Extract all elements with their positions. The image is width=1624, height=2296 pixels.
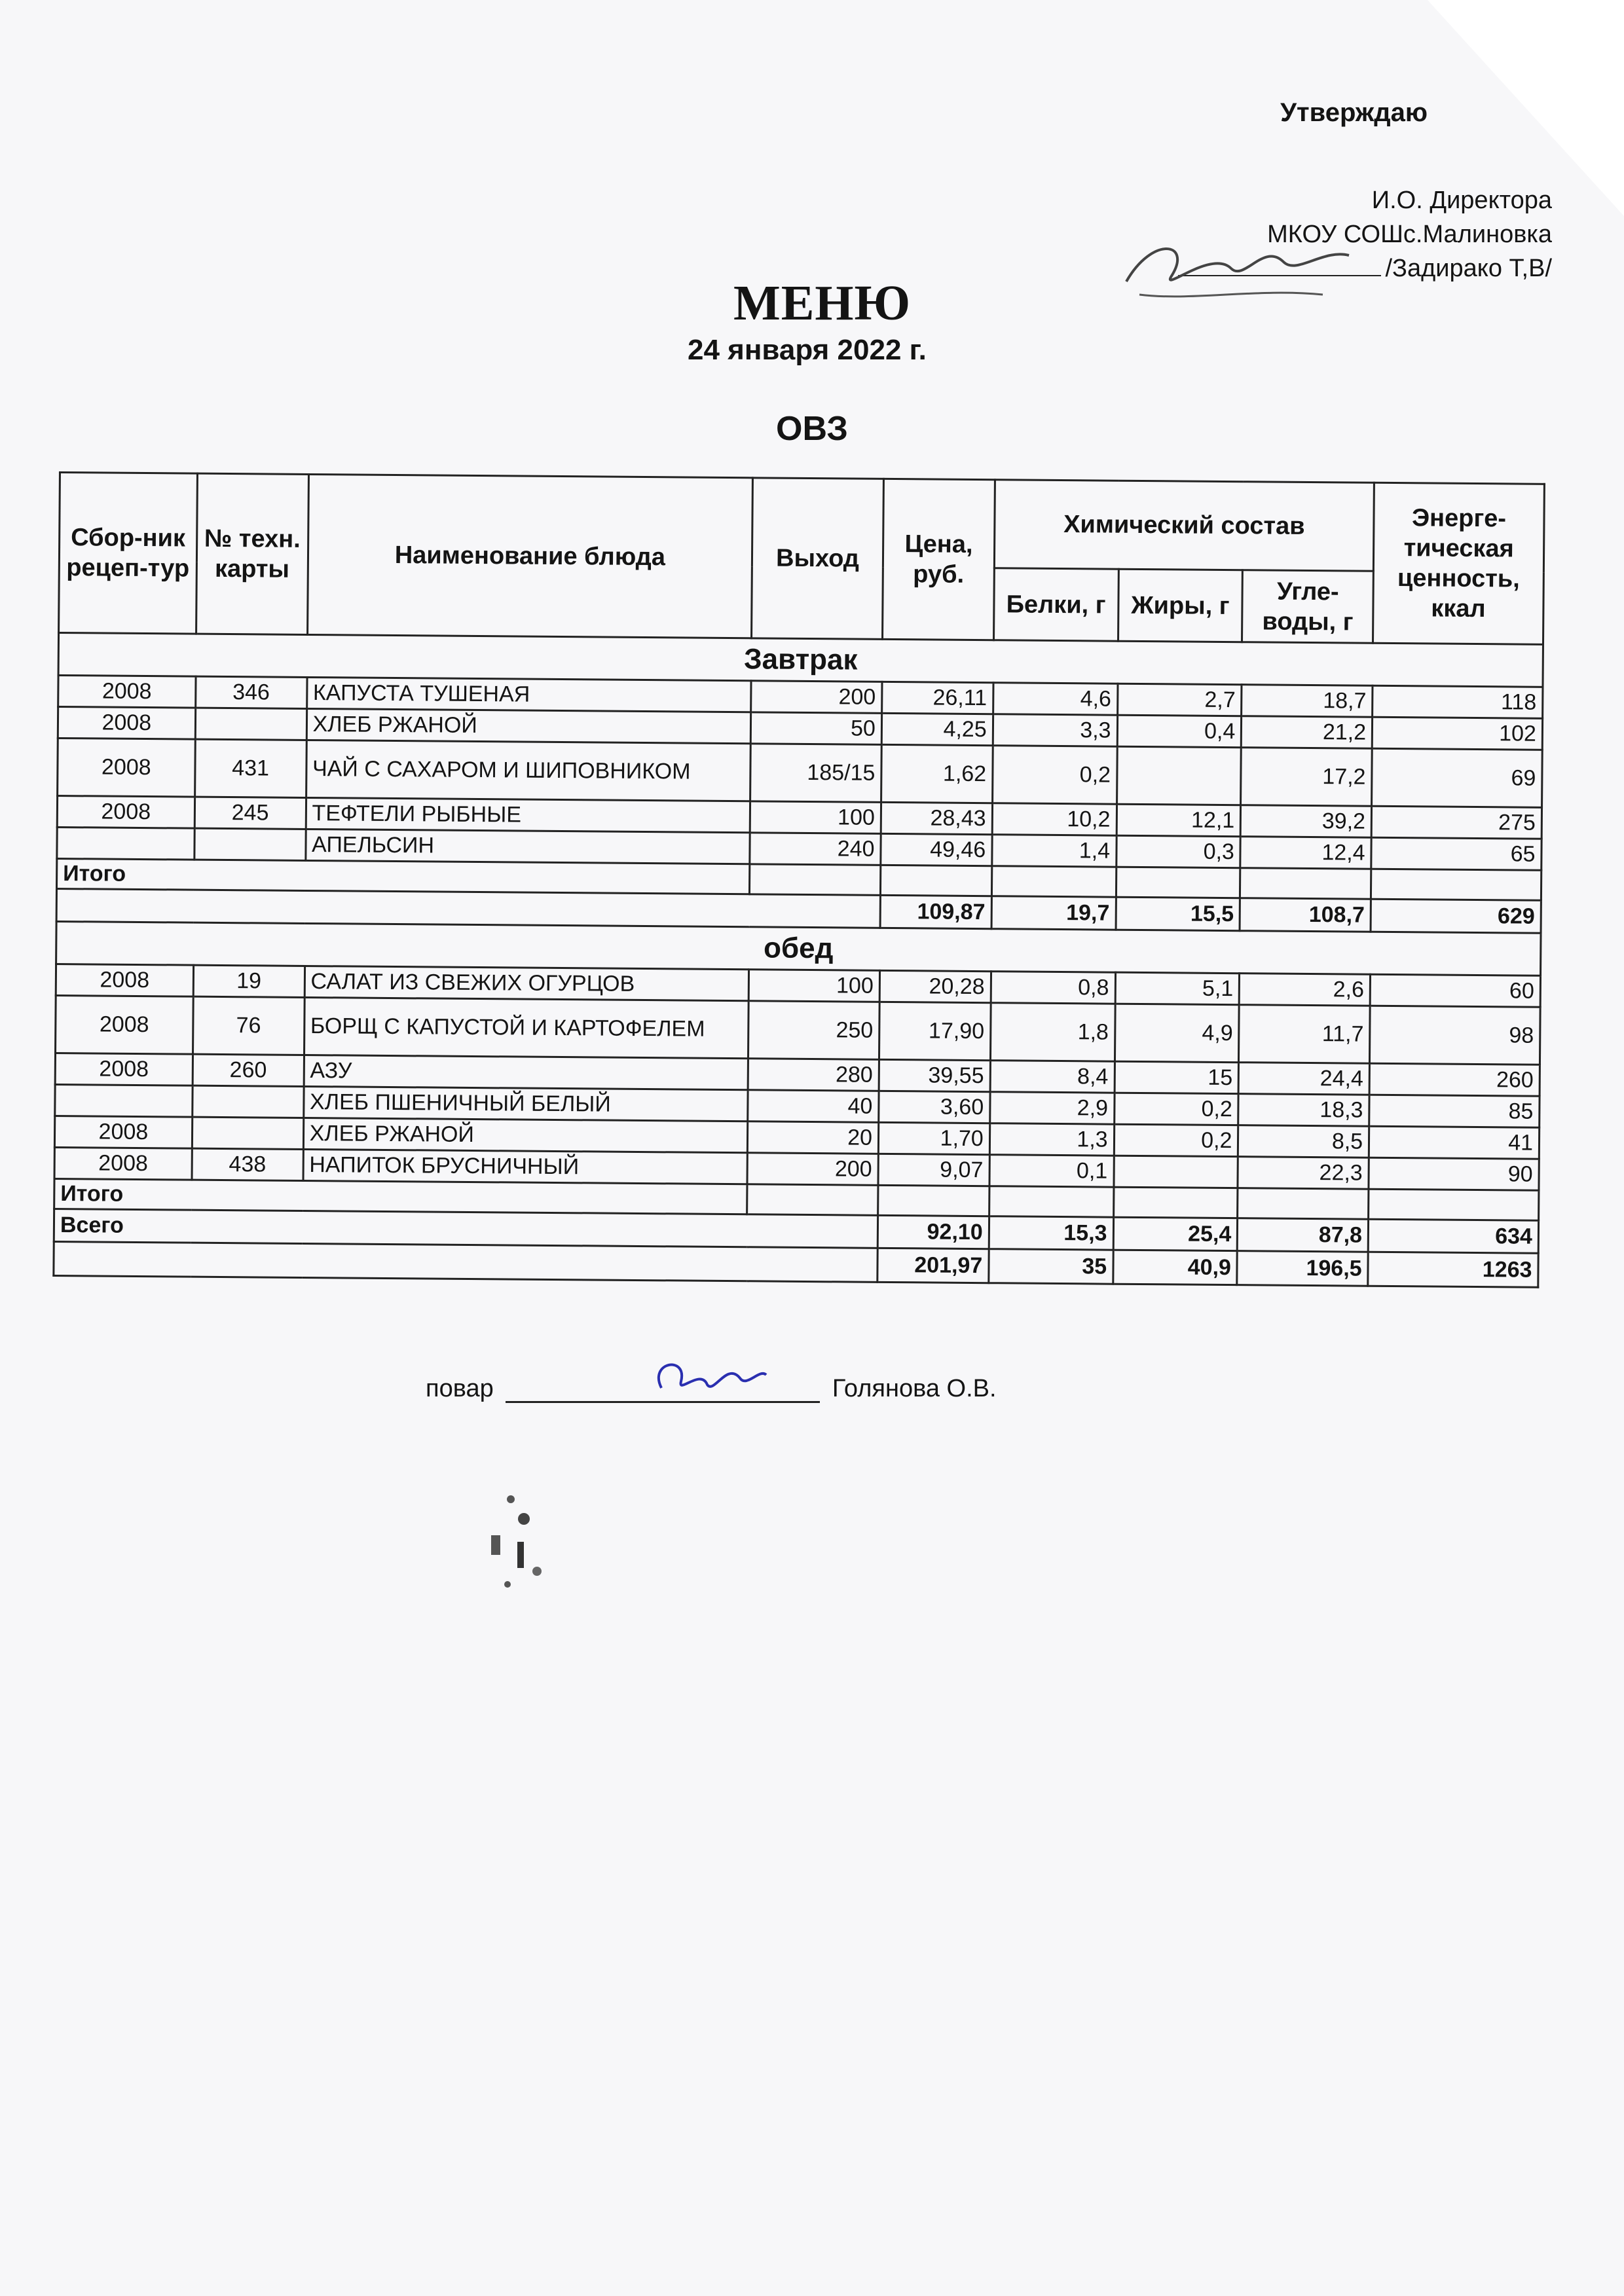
breakfast-total-price: 109,87 bbox=[880, 895, 991, 928]
protein-cell: 1,3 bbox=[989, 1123, 1114, 1156]
protein-cell: 0,1 bbox=[989, 1155, 1114, 1187]
director-signature-icon bbox=[1113, 223, 1362, 314]
fat-cell: 0,2 bbox=[1114, 1124, 1238, 1156]
price-cell: 1,62 bbox=[881, 744, 993, 803]
breakfast-total-fat: 15,5 bbox=[1116, 897, 1240, 930]
carbs-cell: 24,4 bbox=[1239, 1063, 1370, 1095]
dish-name-cell: БОРЩ С КАПУСТОЙ И КАРТОФЕЛЕМ bbox=[304, 997, 748, 1058]
fat-cell: 12,1 bbox=[1116, 804, 1241, 836]
header-row bbox=[59, 473, 1544, 573]
ink-smudge-icon bbox=[471, 1473, 570, 1604]
grand-total-blank bbox=[54, 1241, 877, 1282]
cook-name: Голянова О.В. bbox=[832, 1375, 997, 1402]
grand-total-price: 201,97 bbox=[877, 1248, 989, 1283]
price-cell: 9,07 bbox=[878, 1154, 989, 1186]
card-cell: 19 bbox=[193, 965, 304, 997]
dish-name-cell: ХЛЕБ РЖАНОЙ bbox=[306, 708, 751, 743]
energy-cell: 65 bbox=[1371, 837, 1541, 870]
fat-cell bbox=[1114, 1156, 1238, 1188]
lunch-total-protein: 15,3 bbox=[989, 1216, 1113, 1250]
fat-cell bbox=[1116, 746, 1241, 805]
protein-cell: 4,6 bbox=[993, 683, 1117, 715]
energy-cell: 41 bbox=[1369, 1126, 1539, 1159]
fat-cell: 2,7 bbox=[1117, 683, 1242, 716]
header-price: Цена, руб. bbox=[882, 479, 995, 640]
grand-total-energy: 1263 bbox=[1368, 1252, 1538, 1287]
price-cell: 39,55 bbox=[879, 1059, 990, 1091]
section-label-lunch: обед bbox=[56, 921, 1541, 975]
card-cell bbox=[192, 1117, 303, 1149]
output-cell: 200 bbox=[751, 681, 882, 714]
dish-name-cell: ХЛЕБ РЖАНОЙ bbox=[303, 1118, 748, 1152]
collection-cell: 2008 bbox=[54, 1147, 192, 1180]
lunch-rows bbox=[54, 964, 1541, 1190]
page-title: МЕНЮ bbox=[733, 276, 912, 331]
output-cell: 240 bbox=[750, 833, 881, 866]
collection-cell: 2008 bbox=[58, 707, 195, 740]
breakfast-total-out bbox=[750, 864, 881, 896]
price-cell: 49,46 bbox=[881, 833, 992, 866]
collection-cell: 2008 bbox=[55, 1053, 193, 1085]
price-cell: 28,43 bbox=[881, 802, 992, 834]
header-output: Выход bbox=[752, 478, 884, 640]
carbs-cell: 21,2 bbox=[1242, 716, 1373, 749]
output-cell: 185/15 bbox=[750, 744, 881, 803]
protein-cell: 8,4 bbox=[990, 1061, 1115, 1093]
carbs-cell: 18,3 bbox=[1238, 1094, 1369, 1127]
card-cell bbox=[195, 708, 306, 740]
fat-cell: 4,9 bbox=[1115, 1004, 1239, 1062]
energy-cell: 98 bbox=[1370, 1006, 1541, 1065]
fat-cell: 0,2 bbox=[1114, 1093, 1238, 1125]
breakfast-rows bbox=[57, 676, 1543, 871]
card-cell: 260 bbox=[193, 1054, 304, 1086]
grand-total-carbs: 196,5 bbox=[1237, 1251, 1368, 1286]
carbs-cell: 39,2 bbox=[1241, 805, 1372, 838]
protein-cell: 0,2 bbox=[992, 746, 1117, 804]
price-cell: 17,90 bbox=[879, 1002, 990, 1060]
carbs-cell: 11,7 bbox=[1239, 1005, 1370, 1064]
carbs-cell: 17,2 bbox=[1241, 748, 1372, 807]
lunch-total-price: 92,10 bbox=[877, 1215, 989, 1248]
card-cell bbox=[194, 828, 306, 860]
price-cell: 1,70 bbox=[878, 1122, 989, 1154]
price-cell: 4,25 bbox=[881, 713, 993, 745]
menu-date: 24 января 2022 г. bbox=[688, 334, 927, 366]
energy-cell: 102 bbox=[1372, 717, 1542, 750]
card-cell: 245 bbox=[194, 797, 306, 829]
collection-cell bbox=[55, 1084, 193, 1117]
fat-cell: 15 bbox=[1115, 1061, 1239, 1093]
header-fat: Жиры, г bbox=[1118, 569, 1243, 642]
cook-label: повар bbox=[426, 1375, 494, 1402]
output-cell: 280 bbox=[748, 1059, 879, 1091]
carbs-cell: 12,4 bbox=[1240, 837, 1371, 869]
fat-cell: 0,3 bbox=[1116, 835, 1240, 867]
card-cell: 76 bbox=[193, 996, 304, 1055]
energy-cell: 275 bbox=[1371, 806, 1541, 839]
header-protein: Белки, г bbox=[993, 568, 1118, 641]
lunch-total-out bbox=[747, 1184, 878, 1216]
protein-cell: 2,9 bbox=[990, 1092, 1115, 1124]
collection-cell: 2008 bbox=[57, 795, 194, 828]
dish-name-cell: ЧАЙ С САХАРОМ И ШИПОВНИКОМ bbox=[306, 740, 750, 801]
price-cell: 20,28 bbox=[879, 970, 991, 1002]
dish-name-cell: КАПУСТА ТУШЕНАЯ bbox=[306, 677, 751, 712]
dish-name-cell: САЛАТ ИЗ СВЕЖИХ ОГУРЦОВ bbox=[304, 966, 749, 1000]
energy-cell: 69 bbox=[1372, 748, 1543, 807]
breakfast-total-carbs: 108,7 bbox=[1240, 898, 1371, 932]
card-cell: 346 bbox=[195, 676, 306, 708]
carbs-cell: 22,3 bbox=[1238, 1157, 1369, 1190]
lunch-total-fat: 25,4 bbox=[1113, 1217, 1238, 1250]
school-name: МКОУ СОШс.Малиновка bbox=[1267, 221, 1552, 248]
output-cell: 20 bbox=[748, 1121, 879, 1154]
dish-name-cell: АЗУ bbox=[304, 1055, 748, 1089]
protein-cell: 1,8 bbox=[990, 1003, 1115, 1061]
header-collection: Сбор-ник рецеп-тур bbox=[59, 473, 198, 634]
carbs-cell: 8,5 bbox=[1238, 1125, 1369, 1158]
dish-name-cell: ТЕФТЕЛИ РЫБНЫЕ bbox=[306, 797, 750, 832]
protein-cell: 0,8 bbox=[991, 972, 1115, 1004]
breakfast-total-label: Итого bbox=[56, 858, 750, 894]
breakfast-total-protein: 19,7 bbox=[991, 896, 1116, 930]
cook-signature-icon bbox=[642, 1349, 773, 1408]
energy-cell: 85 bbox=[1369, 1095, 1540, 1127]
breakfast-total-spacer bbox=[880, 865, 991, 896]
output-cell: 50 bbox=[750, 712, 881, 745]
collection-cell bbox=[57, 827, 194, 860]
energy-cell: 60 bbox=[1370, 974, 1540, 1007]
collection-cell: 2008 bbox=[58, 738, 195, 797]
output-cell: 250 bbox=[748, 1001, 879, 1060]
protein-cell: 10,2 bbox=[992, 803, 1116, 835]
carbs-cell: 18,7 bbox=[1242, 685, 1373, 718]
card-cell bbox=[193, 1085, 304, 1118]
dish-name-cell: ХЛЕБ ПШЕНИЧНЫЙ БЕЛЫЙ bbox=[303, 1086, 748, 1121]
section-label-breakfast: Завтрак bbox=[58, 633, 1543, 687]
output-cell: 100 bbox=[750, 801, 881, 834]
energy-cell: 118 bbox=[1373, 685, 1543, 718]
carbs-cell: 2,6 bbox=[1240, 974, 1371, 1006]
menu-category: ОВЗ bbox=[776, 410, 848, 448]
collection-cell: 2008 bbox=[56, 964, 193, 996]
header-energy: Энерге-тическая ценность, ккал bbox=[1373, 483, 1545, 644]
grand-total-label: Всего bbox=[54, 1209, 877, 1248]
approve-label: Утверждаю bbox=[1280, 98, 1428, 127]
card-cell: 431 bbox=[194, 739, 306, 797]
director-name: /Задирако Т,В/ bbox=[1385, 255, 1552, 282]
header-carbs: Угле-воды, г bbox=[1242, 570, 1374, 644]
price-cell: 26,11 bbox=[882, 682, 993, 714]
dish-name-cell: АПЕЛЬСИН bbox=[305, 829, 750, 864]
price-cell: 3,60 bbox=[879, 1091, 990, 1123]
energy-cell: 260 bbox=[1369, 1063, 1540, 1096]
protein-cell: 3,3 bbox=[993, 714, 1117, 746]
menu-table bbox=[52, 471, 1545, 1288]
fat-cell: 0,4 bbox=[1117, 715, 1242, 747]
dish-name-cell: НАПИТОК БРУСНИЧНЫЙ bbox=[303, 1149, 748, 1184]
output-cell: 40 bbox=[748, 1090, 879, 1123]
director-title: И.О. Директора bbox=[1371, 187, 1552, 214]
lunch-total-carbs: 87,8 bbox=[1238, 1218, 1369, 1252]
collection-cell: 2008 bbox=[54, 1116, 192, 1148]
header-card: № техн. карты bbox=[196, 473, 308, 634]
card-cell: 438 bbox=[192, 1148, 303, 1180]
header-dish: Наименование блюда bbox=[307, 474, 752, 638]
lunch-total-spacer bbox=[878, 1185, 989, 1216]
lunch-total-label: Итого bbox=[54, 1178, 748, 1214]
grand-total-fat: 40,9 bbox=[1113, 1250, 1237, 1285]
collection-cell: 2008 bbox=[58, 676, 196, 708]
lunch-total-energy: 634 bbox=[1368, 1219, 1538, 1253]
grand-total-protein: 35 bbox=[989, 1249, 1113, 1284]
output-cell: 100 bbox=[748, 970, 879, 1002]
collection-cell: 2008 bbox=[56, 995, 193, 1054]
energy-cell: 90 bbox=[1369, 1157, 1539, 1190]
breakfast-total-energy: 629 bbox=[1371, 899, 1541, 933]
header-chem: Химический состав bbox=[994, 480, 1374, 572]
protein-cell: 1,4 bbox=[992, 835, 1116, 867]
fat-cell: 5,1 bbox=[1115, 972, 1240, 1004]
output-cell: 200 bbox=[747, 1153, 878, 1186]
